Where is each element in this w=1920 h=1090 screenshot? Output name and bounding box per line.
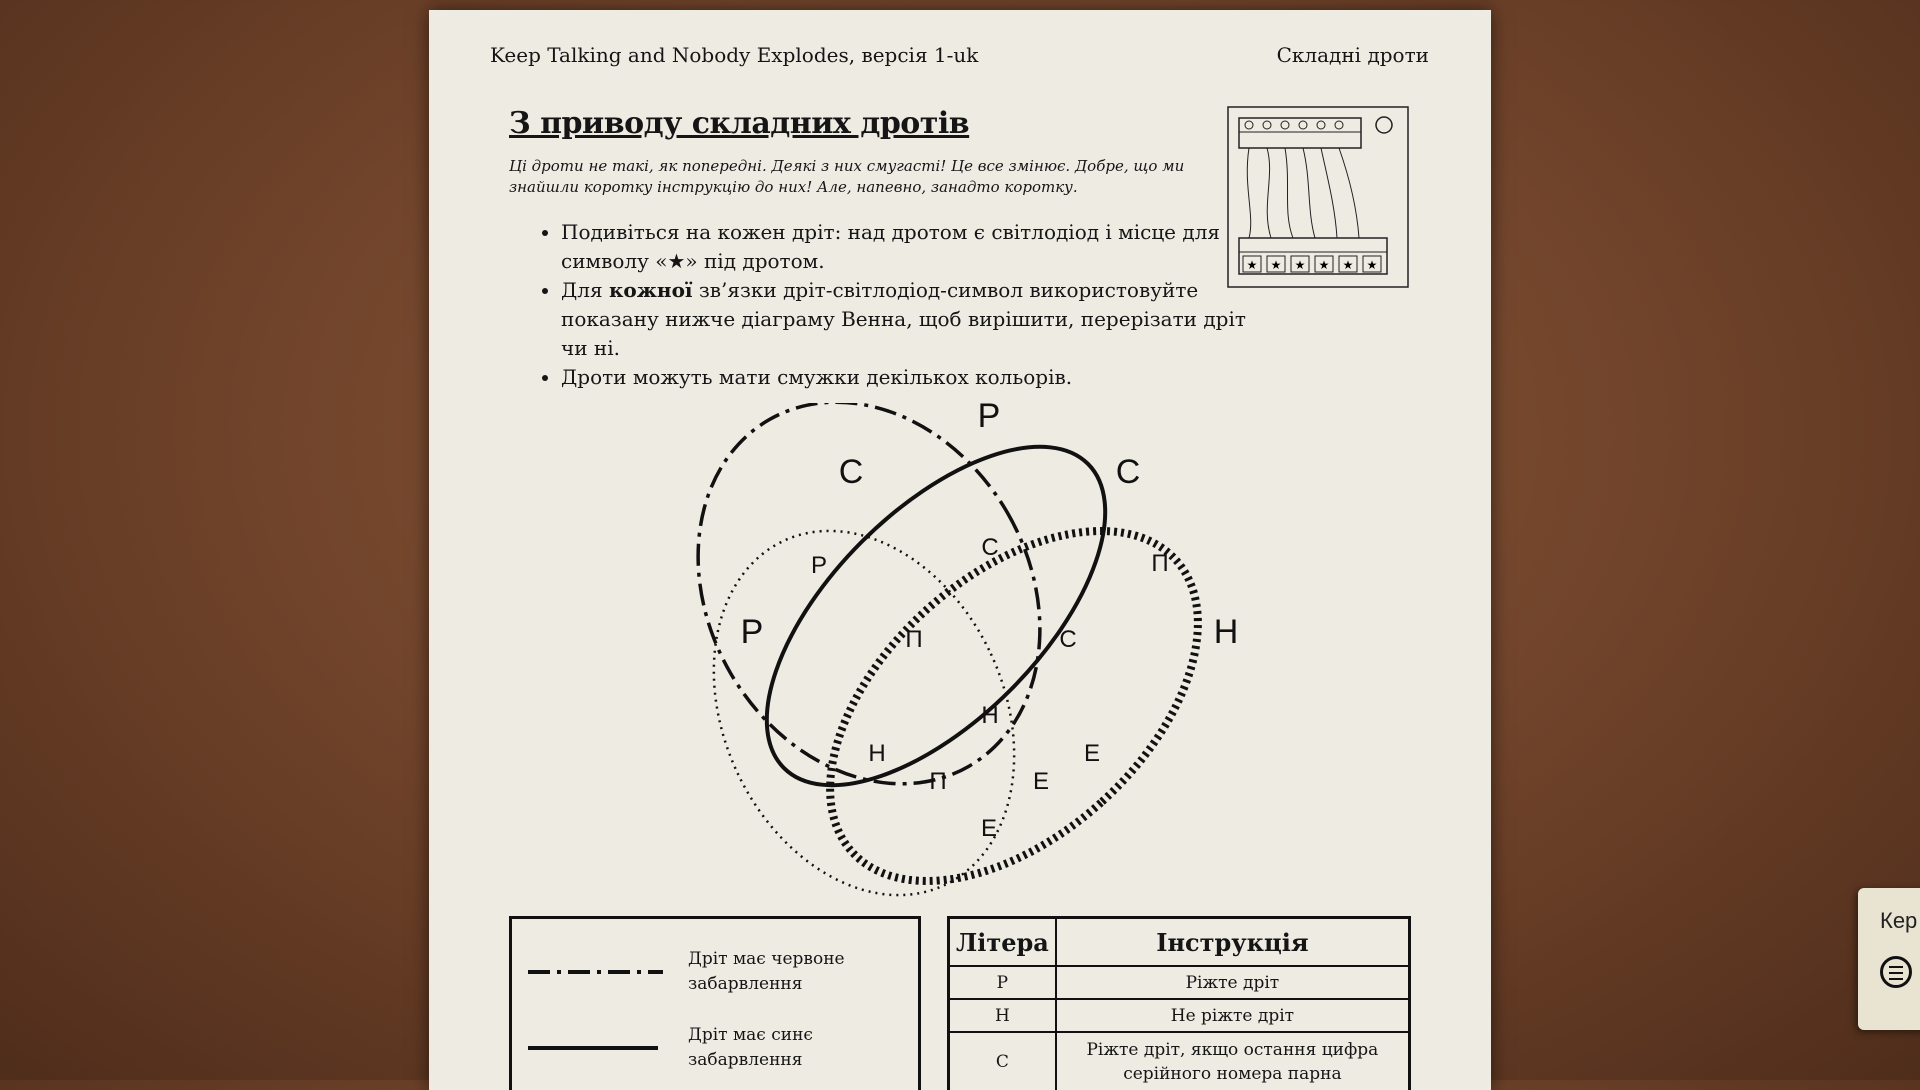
- legend-row-blue: [528, 1023, 918, 1083]
- list-item-text: зв’язки дріт-світлодіод-символ використовуйте показану нижче діаграму Венна, щоб вирішити, перерізати дріт чи ні.: [561, 278, 1246, 360]
- table-header-letter: Літера: [949, 918, 1056, 967]
- section-intro: Ці дроти не такі, як попередні. Деякі з них смугасті! Це все змінює. Добре, що ми знайшли коротку інструкцію до них! Але, напевно, занадто коротку.: [509, 157, 1185, 196]
- manual-header-right: Складні дроти: [1276, 43, 1429, 67]
- venn-label: С: [1115, 453, 1141, 491]
- table-row: [949, 999, 1410, 1032]
- solid-line-icon: [528, 1043, 663, 1053]
- venn-label: Р: [977, 403, 1001, 435]
- list-item-text: Для: [561, 278, 609, 302]
- legend-label-blue: Дріт має синє забарвлення: [688, 1025, 813, 1070]
- dash-dot-line-icon: [528, 967, 663, 977]
- table-cell-letter: С: [949, 1032, 1056, 1090]
- venn-region-label: Е: [1083, 740, 1101, 767]
- instruction-list: [509, 218, 1261, 392]
- venn-region-label: С: [1059, 626, 1077, 653]
- svg-text:★: ★: [1246, 258, 1258, 272]
- svg-text:★: ★: [1294, 258, 1306, 272]
- venn-region-label: Р: [810, 552, 828, 579]
- venn-label: Р: [740, 613, 764, 651]
- legend-row-red: [528, 947, 918, 1007]
- list-item-emphasis: кожної: [608, 278, 693, 302]
- list-item: • Подивіться на кожен дріт: над дротом є світлодіод і місце для символу «★» під дротом.: [561, 218, 1261, 276]
- venn-region-label: П: [929, 768, 947, 795]
- table-row: [949, 966, 1410, 999]
- table-cell-instruction: Ріжте дріт: [1056, 966, 1410, 999]
- table-row: [949, 1032, 1410, 1090]
- table-cell-letter: Н: [949, 999, 1056, 1032]
- manual-page: [429, 10, 1491, 1090]
- venn-star-set: [765, 464, 1263, 903]
- venn-region-label: Н: [981, 702, 999, 729]
- instruction-table: [947, 916, 1411, 1090]
- venn-legend: [509, 916, 921, 1090]
- side-menu-card[interactable]: [1858, 888, 1920, 1030]
- side-card-text: Кер: [1880, 908, 1918, 933]
- venn-region-label: С: [981, 534, 999, 561]
- venn-label: С: [838, 453, 864, 491]
- complicated-wires-module-icon: [1227, 106, 1409, 288]
- svg-text:★: ★: [1318, 258, 1330, 272]
- table-header-instruction: Інструкція: [1056, 918, 1410, 967]
- venn-region-label: Н: [868, 740, 886, 767]
- list-item: [561, 276, 1261, 363]
- svg-text:★: ★: [1270, 258, 1282, 272]
- section-title: З приводу складних дротів: [509, 106, 970, 141]
- table-cell-instruction: Не ріжте дріт: [1056, 999, 1410, 1032]
- venn-region-label: П: [905, 626, 923, 653]
- legend-label-red: Дріт має червоне забарвлення: [688, 949, 845, 994]
- svg-text:★: ★: [1366, 258, 1378, 272]
- venn-region-label: П: [1151, 550, 1169, 577]
- menu-icon[interactable]: [1880, 956, 1912, 988]
- venn-region-label: Е: [1032, 768, 1050, 795]
- list-item: • Дроти можуть мати смужки декількох кольорів.: [561, 363, 1261, 392]
- table-cell-letter: Р: [949, 966, 1056, 999]
- table-cell-instruction: Ріжте дріт, якщо остання цифра серійного номера парна: [1056, 1032, 1410, 1090]
- venn-region-label: Е: [980, 815, 998, 842]
- manual-header-left: Keep Talking and Nobody Explodes, версія 1-uk: [490, 43, 979, 67]
- table-header-row: [949, 918, 1410, 967]
- venn-diagram: [629, 403, 1279, 903]
- svg-text:★: ★: [1342, 258, 1354, 272]
- venn-label: Н: [1213, 613, 1239, 651]
